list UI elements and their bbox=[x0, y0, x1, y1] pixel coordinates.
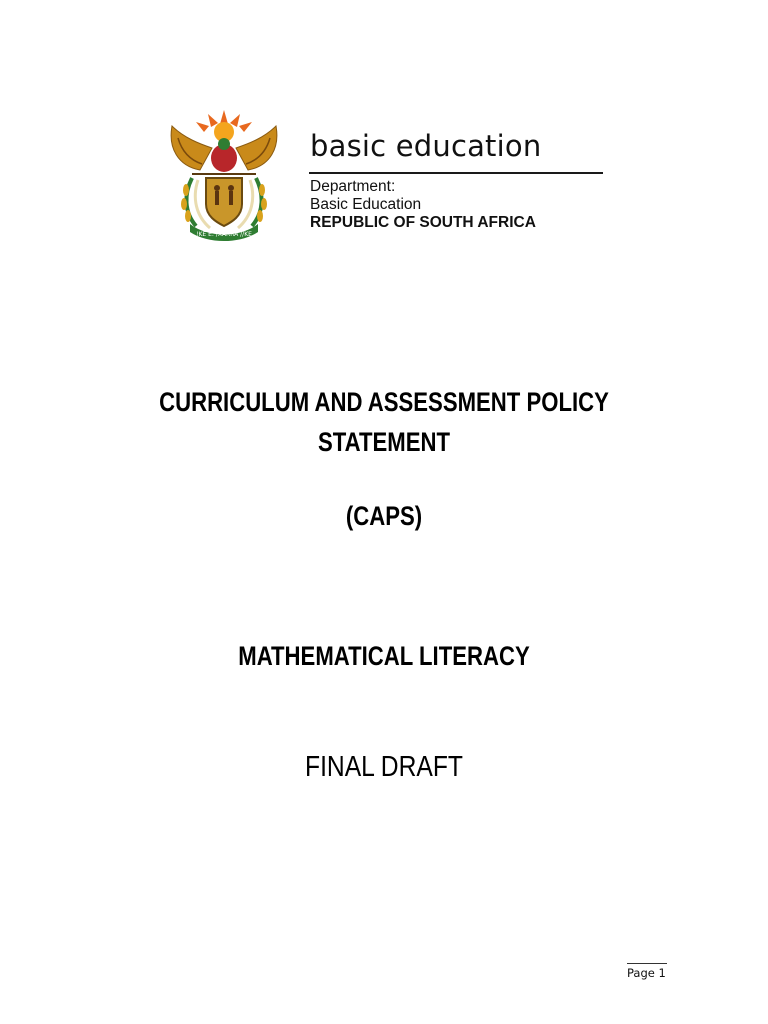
document-title-line1: CURRICULUM AND ASSESSMENT POLICY bbox=[159, 387, 609, 417]
document-title-line2: STATEMENT bbox=[317, 427, 451, 457]
page-footer bbox=[627, 963, 667, 980]
document-title bbox=[69, 382, 699, 462]
subject-heading: MATHEMATICAL LITERACY bbox=[238, 641, 530, 671]
coat-of-arms-emblem bbox=[162, 108, 286, 242]
brand-wordmark: basic education bbox=[310, 129, 542, 163]
draft-status: FINAL DRAFT bbox=[305, 751, 463, 783]
department-header bbox=[150, 102, 615, 247]
department-name: Basic Education bbox=[310, 196, 422, 213]
brand-underline bbox=[309, 172, 603, 174]
svg-text:!KE E: /XARRA //KE: !KE E: /XARRA //KE bbox=[196, 231, 252, 238]
document-acronym: (CAPS) bbox=[345, 501, 423, 531]
department-label: Department: bbox=[310, 178, 396, 195]
country-name: REPUBLIC OF SOUTH AFRICA bbox=[310, 214, 536, 231]
footer-rule bbox=[627, 963, 667, 964]
page-number: Page 1 bbox=[627, 966, 666, 980]
